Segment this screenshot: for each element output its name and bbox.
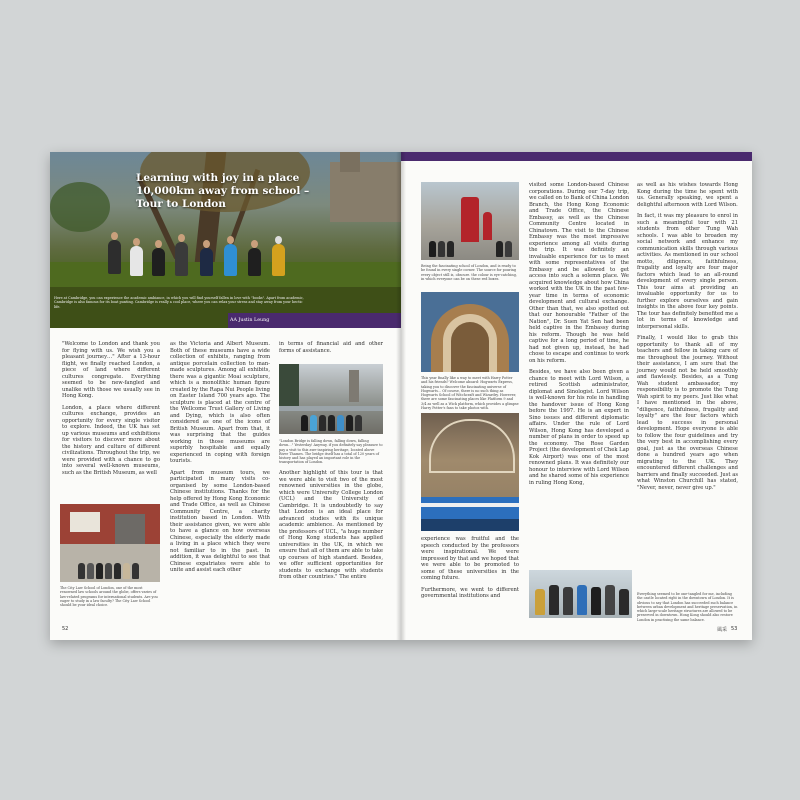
- hero-photo: [50, 152, 401, 328]
- right-page: [401, 152, 752, 640]
- paragraph: "Welcome to London and thank you for flying with us. We wish you a pleasant journey…" After a 13-hour flight, we finally reached London, a piece of land where different cultures congregate. Everything seemed to be new-fangled and unalike with those we usually see in Hong Kong.: [62, 341, 160, 399]
- paragraph: Besides, we have also been given a chance to meet with Lord Wilson, a retired Scottish administrator, diplomat and Sinologist. Lord Wilson is well-known for his role in handling the handover issue of Hong Kong before the 1997. He is an expert in Sino issues and different diplomatic affairs. Under the rule of Lord Wilson, Hong Kong has developed a number of plans in order to speed up the economy. The Rose Garden Project (the development of Chek Lap Kok Airport) was one of the most renowned plans. It was definitely our honour to interview with Lord Wilson and he shared some of his experience in ruling Hong Kong,: [529, 369, 629, 486]
- page-label: 風采: [717, 627, 728, 633]
- paragraph: Finally, I would like to grab this opportunity to thank all of my teachers and fellow in taking care of me throughout the journey. Without their assistance, I am sure that the journey would not be held smoothly and flawlessly. Besides, as a Tung Wah student ambassador, my responsibility is to promote the Tung Wah spirit to my peers. Just like what I have mentioned in the above, "diligence, faithfulness, frugality and loyalty" are the four factors which lead to success in personal development. Hope everyone is able to follow the four guidelines and try the very best in accomplishing every goal, just as the overseas Chinese done a hundred years ago when migrating to the UK. They encountered different challenges and barriers and finally succeeded. Just as what Winston Churchill has stated, "Never, never, never give up.": [637, 335, 738, 491]
- purple-top-bar: [401, 152, 752, 161]
- paragraph: Apart from museum tours, we participated in many visits co-organised by some London-based Chinese institutions. Thanks for the help offered by Hong Kong Economic and Trade Office, as well as Chinese Community Centre, a charity institution based in London. With their assistance given, we were able to have a glance on how overseas Chinese, especially the elderly made a living in a place which they were not familiar to in the past. In addition, it was delightful to see that Chinese expatriates were able to unite and assist each other: [170, 469, 270, 573]
- lord-wilson-photo: [529, 570, 632, 618]
- page-number: 52: [62, 626, 69, 632]
- right-column-1: [421, 536, 519, 605]
- hero-caption: Here at Cambridge, you can experience the academic ambiance, in which you will find yourself fallen in love with "books". Apart from academic, Cambridge is also famous for its boat punting. Cambridge is really a cool place, where you can relax your stress and stay away from your hectic life.: [54, 296, 304, 309]
- paragraph: London, a place where different cultures exchange, provides an opportunity for every single visitor to explore. Indeed, the UK has set up various museums and exhibitions for visitors to discover more about the history and culture of different civilizations. Throughout the trip, we were provided with a chance to go into several well-known museums, such as the British Museum, as well: [62, 404, 160, 476]
- right-column-3: [637, 182, 738, 496]
- kings-cross-photo: [421, 292, 519, 372]
- downtown-caption: Everything seemed to be one-tangled for me, including the castle located right in the downtown of London. It is obvious to say that London has succeeded such balance between urban development and heritage preservation, in which large-scale heritage structures are allowed to be preserved in downtown. Hong Kong should also restore London in practising the same balance.: [637, 592, 738, 622]
- postbox-caption: Being the fascinating school of London, and is ready to be found in every single corner. The source for pouring every object still is, obscure. the colour is eye-catching, in which everyone can be on these red boxes.: [421, 264, 517, 281]
- law-school-photo: [60, 504, 160, 582]
- paragraph: visited some London-based Chinese corporations. During our 7-day trip, we called on to Bank of China London Branch, the Hong Kong Economic and Trade Office, the Chinese Embassy, as well as the Chinese Community Centre located in Chinatown. The visit to the Chinese Embassy was the most impressive experience among all visits during the trip. It was definitely an invaluable experience for us to meet with some representatives of the Embassy and be allowed to get access into such a solemn place. We acquired knowledge about how China worked with the UK in the past few-year time in terms of economic development and cultural exchange. Other than that, we also spotted out that our honourable "Father of the Nation", Dr. Suen Yat Sen had been held captive in the Embassy during his reform. Though he was held captive for a long period of time, he had not given up, instead, he had chose to escape and continue to work on his reform.: [529, 182, 629, 364]
- london-bridge-caption: "London Bridge is falling down, falling down, falling down…" Yesterday! Anyway, if you definitely say pleasure to pay a visit to this awe-inspiring heritage, located above River Thames. The bridge itself has a total of 120 years of history and has played an important role in the transportation of London.: [279, 439, 383, 465]
- magazine-spread: [50, 152, 752, 640]
- red-postbox-photo: [421, 182, 519, 260]
- law-school-caption: The City Law School of London, one of the most renowned law schools around the globe, offers varies of law-related programs for international students. Are you eager to study in a law faculty? The City Law School should be your ideal choice.: [60, 586, 158, 608]
- paragraph: Another highlight of this tour is that we were able to visit two of the most renowned universities in the globe, which were University College London (UCL) and the University of Cambridge. It is undoubtedly to say that London is an ideal place for advanced studies with its unique academic ambience. As mentioned by the professors of UCL, "a huge number of Hong Kong students has applied universities in the UK, in which we ensure that all of them are able to take up courses of high standard. Besides, we offer sufficient opportunities for students to exchange with students from other countries." The entire: [279, 470, 383, 580]
- left-column-2: [170, 341, 270, 579]
- uniform-group-photo: [421, 413, 519, 531]
- author-name: AA Justin Leung: [230, 318, 270, 323]
- article-title: Learning with joy in a place 10,000km away from school – Tour to London: [136, 172, 310, 210]
- page-number: 53: [731, 626, 738, 632]
- paragraph: as well as his wishes towards Hong Kong during the time he spent with us. Generally speaking, we spent a delightful afternoon with Lord Wilson.: [637, 182, 738, 208]
- right-column-2: [529, 182, 629, 491]
- paragraph: as the Victoria and Albert Museum. Both of these museums have a wide collection of exhibits, ranging from antique porcelain collection to man-made sculptures. Among all exhibits, there was a gigantic Moai sculpture, which is a monolithic human figure created by the Rapa Nui People living on Easter Island 700 years ago. The sculpture is placed at the centre of the Wellcome Trust Gallery of Living and Dying, which is also often considered as one of the icons of British Museum. Apart from that, it was surprising that the guides working in those museums are superbly hospitable and equally experienced in coping with foreign tourists.: [170, 341, 270, 464]
- paragraph: experience was fruitful and the speech conducted by the professors were inspirational. We were impressed by that and we hoped that we were able to be promoted to some of these universities in the coming future.: [421, 536, 519, 581]
- london-bridge-photo: [279, 364, 383, 434]
- left-column-3: [279, 470, 383, 586]
- paragraph: Furthermore, we went to different governmental institutions and: [421, 586, 519, 599]
- kings-cross-caption: This year finally like a way to meet with Harry Potter and his friends? Welcome aboard: Hogwarts Express, taking you to discover the fascinating universe of Hogwarts… Of course, there is no such thing as Hogwarts School of Witchcraft and Wizardry. However, there are some fascinating places like Platform 9 and 3/4 as well as a Wick platform, which provides a glimpse Harry Potter's fans to take photos with.: [421, 376, 519, 411]
- left-page: [50, 152, 401, 640]
- paragraph: In fact, it was my pleasure to enrol in such a meaningful tour with 21 students from other Tung Wah schools. I was able to broaden my social network and enhance my communication skills through various activities. As mentioned in our school motto, diligence, faithfulness, frugality and loyalty are four major factors which lead to an all-round development of every single person. This tour aims at providing an invaluable opportunity for us to further explore ourselves and gain insights in the above four key points. The tour has definitely benefited me a lot in terms of knowledge and interpersonal skills.: [637, 213, 738, 330]
- left-column-3-top: in terms of financial aid and other forms of assistance.: [279, 341, 383, 354]
- left-column-1: [62, 341, 160, 481]
